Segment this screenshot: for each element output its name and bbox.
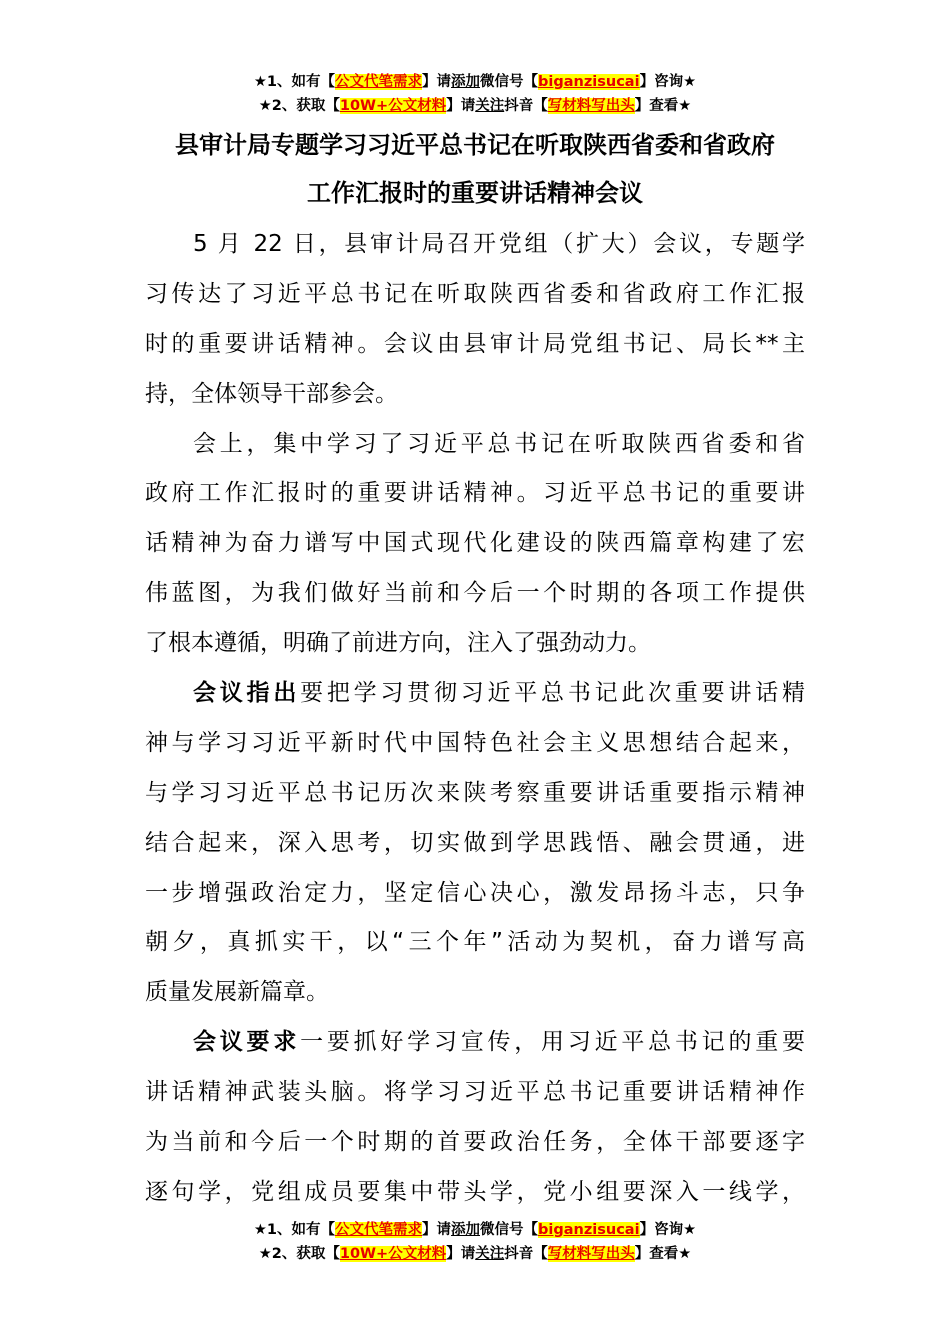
promo-highlight: 公文代笔需求 — [335, 1222, 423, 1238]
paragraph-3-line: 质量发展新篇章。 — [145, 979, 329, 1006]
promo-underline: 添加 — [451, 1222, 481, 1238]
promo-text: ★1、如有【 — [253, 74, 336, 90]
promo-text: 】请 — [422, 1222, 452, 1238]
paragraph-2-line: 了根本遵循，明确了前进方向，注入了强劲动力。 — [145, 630, 651, 657]
promo-line-1 — [0, 70, 950, 94]
paragraph-1-line: 习传达了习近平总书记在听取陕西省委和省政府工作汇报 — [145, 280, 805, 307]
promo-text: 】查看★ — [634, 1246, 692, 1262]
promo-highlight: 写材料写出头 — [547, 98, 635, 114]
promo-text: 】咨询★ — [639, 1222, 697, 1238]
paragraph-4-line: 逐句学，党组成员要集中带头学，党小组要深入一线学， — [145, 1178, 805, 1205]
promo-line-1 — [0, 1218, 950, 1242]
paragraph-3-line: 神与学习习近平新时代中国特色社会主义思想结合起来， — [145, 729, 805, 756]
paragraph-2-line: 政府工作汇报时的重要讲话精神。习近平总书记的重要讲 — [145, 480, 805, 507]
document-title-line-1: 县审计局专题学习习近平总书记在听取陕西省委和省政府 — [175, 131, 775, 159]
paragraph-1-line: 持，全体领导干部参会。 — [145, 380, 398, 407]
header-promo-banner — [0, 70, 950, 118]
promo-underline: 添加 — [451, 74, 481, 90]
promo-highlight: 写材料写出头 — [547, 1246, 635, 1262]
promo-text: 】查看★ — [634, 98, 692, 114]
document-body — [145, 220, 805, 1218]
paragraph-3-line: 结合起来，深入思考，切实做到学思践悟、融会贯通，进 — [145, 829, 805, 856]
paragraph-4-line: 讲话精神武装头脑。将学习习近平总书记重要讲话精神作 — [145, 1079, 805, 1106]
promo-text: 微信号【 — [480, 1222, 539, 1238]
promo-text: 】请 — [422, 74, 452, 90]
paragraph-1-line: 时的重要讲话精神。会议由县审计局党组书记、局长**主 — [145, 330, 805, 357]
promo-highlight: 公文代笔需求 — [335, 74, 423, 90]
promo-text: 】请 — [446, 98, 476, 114]
promo-underline: 关注 — [475, 1246, 505, 1262]
paragraph-2-line: 会上，集中学习了习近平总书记在听取陕西省委和省 — [193, 430, 805, 457]
paragraph-2-line: 伟蓝图，为我们做好当前和今后一个时期的各项工作提供 — [145, 580, 805, 607]
footer-promo-banner — [0, 1218, 950, 1266]
promo-text: 抖音【 — [504, 1246, 548, 1262]
paragraph-4-line: 为当前和今后一个时期的首要政治任务，全体干部要逐字 — [145, 1129, 805, 1156]
paragraph-3-lead: 会议指出 — [193, 680, 301, 707]
paragraph-4-lead: 会议要求 — [193, 1029, 301, 1056]
paragraph-2-line: 话精神为奋力谱写中国式现代化建设的陕西篇章构建了宏 — [145, 530, 805, 557]
promo-text: ★2、获取【 — [258, 98, 340, 114]
promo-line-2 — [0, 94, 950, 118]
paragraph-4-text: 一要抓好学习宣传，用习近平总书记的重要 — [300, 1029, 806, 1056]
promo-highlight: biganzisucai — [538, 1222, 640, 1238]
document-title-line-2: 工作汇报时的重要讲话精神会议 — [307, 179, 643, 207]
promo-text: 抖音【 — [504, 98, 548, 114]
promo-text: 】咨询★ — [639, 74, 697, 90]
paragraph-3-line: 与学习习近平总书记历次来陕考察重要讲话重要指示精神 — [145, 779, 805, 806]
promo-text: ★1、如有【 — [253, 1222, 336, 1238]
paragraph-3-text: 要把学习贯彻习近平总书记此次重要讲话精 — [300, 680, 806, 707]
promo-highlight: 10W+公文材料 — [339, 98, 447, 114]
paragraph-3-line: 一步增强政治定力，坚定信心决心，激发昂扬斗志，只争 — [145, 879, 805, 906]
paragraph-4-line — [145, 1018, 805, 1068]
promo-text: 微信号【 — [480, 74, 539, 90]
paragraph-3-line — [145, 669, 805, 719]
promo-highlight: 10W+公文材料 — [339, 1246, 447, 1262]
promo-text: ★2、获取【 — [258, 1246, 340, 1262]
promo-underline: 关注 — [475, 98, 505, 114]
promo-line-2 — [0, 1242, 950, 1266]
paragraph-3-line: 朝夕，真抓实干，以“三个年”活动为契机，奋力谱写高 — [145, 929, 805, 956]
promo-highlight: biganzisucai — [538, 74, 640, 90]
promo-text: 】请 — [446, 1246, 476, 1262]
paragraph-1-line: 5 月 22 日，县审计局召开党组（扩大）会议，专题学 — [193, 231, 805, 257]
